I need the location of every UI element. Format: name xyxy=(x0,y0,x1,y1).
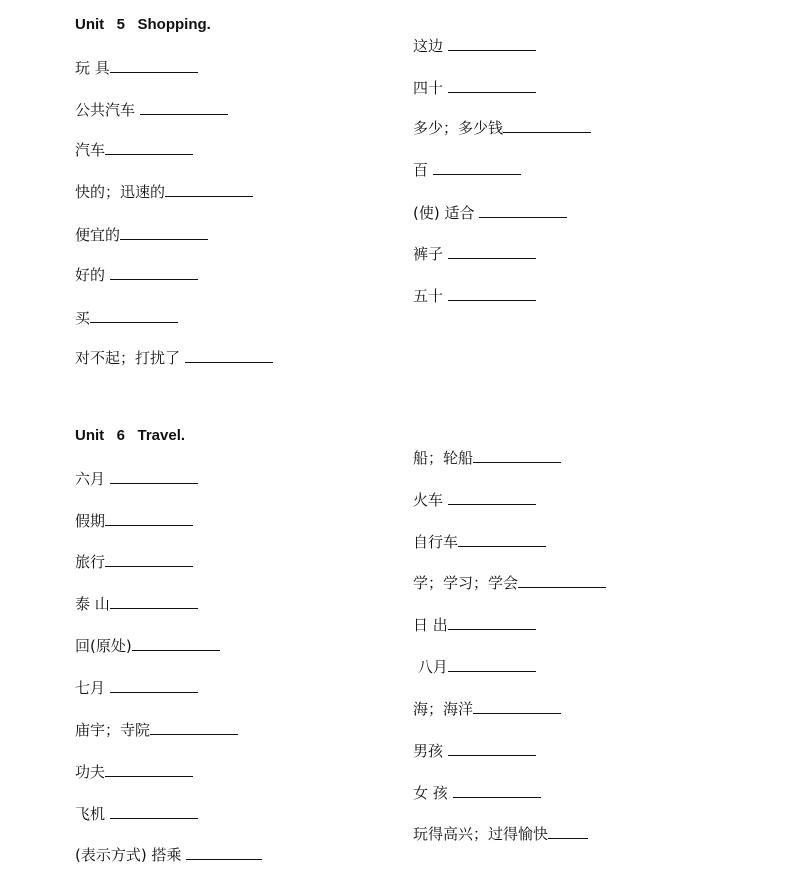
unit6-right-item-9 xyxy=(413,783,541,803)
answer-blank[interactable] xyxy=(518,573,606,588)
unit5-left-item-7 xyxy=(75,308,178,328)
unit5-left-item-4 xyxy=(75,182,253,202)
answer-blank[interactable] xyxy=(448,741,536,756)
answer-blank[interactable] xyxy=(548,824,588,839)
word-label: 七月 xyxy=(75,679,110,697)
word-label: 日 出 xyxy=(413,616,448,634)
answer-blank[interactable] xyxy=(90,308,178,323)
unit6-right-item-7 xyxy=(413,699,561,719)
unit5-right-item-5 xyxy=(413,203,567,223)
unit6-right-item-2 xyxy=(413,490,536,510)
answer-blank[interactable] xyxy=(448,490,536,505)
word-label: 六月 xyxy=(75,470,110,488)
unit5-right-item-6 xyxy=(413,244,536,264)
unit6-left-item-7 xyxy=(75,720,238,740)
unit6-right-item-8 xyxy=(413,741,536,761)
unit5-right-item-4 xyxy=(413,160,521,180)
word-label: 男孩 xyxy=(413,742,448,760)
word-label: 汽车 xyxy=(75,141,106,159)
answer-blank[interactable] xyxy=(132,636,220,651)
unit6-right-item-5 xyxy=(413,615,536,635)
unit6-left-item-2 xyxy=(75,511,193,531)
word-label: 学；学习；学会 xyxy=(413,574,519,592)
unit6-left-item-4 xyxy=(75,594,198,614)
word-label: 自行车 xyxy=(413,533,459,551)
word-label: 女 孩 xyxy=(413,784,453,802)
unit6-right-item-10 xyxy=(413,824,588,844)
word-label: 泰 山 xyxy=(75,595,110,613)
answer-blank[interactable] xyxy=(105,762,193,777)
unit5-right-item-2 xyxy=(413,78,536,98)
unit6-left-item-6 xyxy=(75,678,198,698)
unit6-left-item-3 xyxy=(75,552,193,572)
word-label: 买 xyxy=(75,309,91,327)
answer-blank[interactable] xyxy=(448,286,536,301)
answer-blank[interactable] xyxy=(458,532,546,547)
word-label: 好的 xyxy=(75,266,110,284)
answer-blank[interactable] xyxy=(150,720,238,735)
word-label: 功夫 xyxy=(75,763,106,781)
answer-blank[interactable] xyxy=(105,140,193,155)
answer-blank[interactable] xyxy=(185,348,273,363)
answer-blank[interactable] xyxy=(448,244,536,259)
word-label: 庙宇；寺院 xyxy=(75,721,151,739)
answer-blank[interactable] xyxy=(165,182,253,197)
word-label: 旅行 xyxy=(75,553,106,571)
word-label: 火车 xyxy=(413,491,448,509)
answer-blank[interactable] xyxy=(110,58,198,73)
answer-blank[interactable] xyxy=(448,78,536,93)
answer-blank[interactable] xyxy=(503,118,591,133)
word-label: 快的；迅速的 xyxy=(75,183,166,201)
word-label: 百 xyxy=(413,161,433,179)
answer-blank[interactable] xyxy=(140,100,228,115)
answer-blank[interactable] xyxy=(110,469,198,484)
answer-blank[interactable] xyxy=(110,265,198,280)
word-label: 四十 xyxy=(413,79,448,97)
word-label: 便宜的 xyxy=(75,226,121,244)
word-label: (表示方式) 搭乘 xyxy=(75,846,187,864)
word-label: 假期 xyxy=(75,512,106,530)
word-label: 裤子 xyxy=(413,245,448,263)
word-label: 多少；多少钱 xyxy=(413,119,504,137)
unit5-left-item-3 xyxy=(75,140,193,160)
word-label: 玩 具 xyxy=(75,59,110,77)
unit6-left-item-8 xyxy=(75,762,193,782)
unit5-left-item-6 xyxy=(75,265,198,285)
word-label: (使) 适合 xyxy=(413,204,480,222)
unit6-left-item-10 xyxy=(75,845,262,865)
word-label: 玩得高兴；过得愉快 xyxy=(413,825,549,843)
answer-blank[interactable] xyxy=(479,203,567,218)
answer-blank[interactable] xyxy=(120,225,208,240)
word-label: 回(原处) xyxy=(75,637,132,655)
answer-blank[interactable] xyxy=(110,594,198,609)
answer-blank[interactable] xyxy=(448,615,536,630)
unit6-left-item-1 xyxy=(75,469,198,489)
unit6-right-item-4 xyxy=(413,573,606,593)
unit5-left-item-5 xyxy=(75,225,208,245)
word-label: 对不起；打扰了 xyxy=(75,349,185,367)
unit6-left-item-9 xyxy=(75,804,198,824)
unit6-left-item-5 xyxy=(75,636,220,656)
word-label: 五十 xyxy=(413,287,448,305)
answer-blank[interactable] xyxy=(110,678,198,693)
answer-blank[interactable] xyxy=(105,511,193,526)
word-label: 飞机 xyxy=(75,805,110,823)
unit5-right-item-7 xyxy=(413,286,536,306)
unit-5-title: Unit 5 Shopping. xyxy=(75,16,211,33)
answer-blank[interactable] xyxy=(448,36,536,51)
word-label: 船；轮船 xyxy=(413,449,474,467)
answer-blank[interactable] xyxy=(448,657,536,672)
word-label: 海；海洋 xyxy=(413,700,474,718)
unit5-right-item-1 xyxy=(413,36,536,56)
answer-blank[interactable] xyxy=(186,845,262,860)
answer-blank[interactable] xyxy=(473,699,561,714)
unit5-left-item-1 xyxy=(75,58,198,78)
unit6-right-item-1 xyxy=(413,448,561,468)
answer-blank[interactable] xyxy=(453,783,541,798)
word-label: 八月 xyxy=(413,658,448,676)
unit6-right-item-3 xyxy=(413,532,546,552)
unit5-left-item-8 xyxy=(75,348,273,368)
answer-blank[interactable] xyxy=(473,448,561,463)
unit5-right-item-3 xyxy=(413,118,591,138)
word-label: 这边 xyxy=(413,37,448,55)
unit5-left-item-2 xyxy=(75,100,228,120)
answer-blank[interactable] xyxy=(105,552,193,567)
answer-blank[interactable] xyxy=(433,160,521,175)
answer-blank[interactable] xyxy=(110,804,198,819)
word-label: 公共汽车 xyxy=(75,101,140,119)
unit-6-title: Unit 6 Travel. xyxy=(75,427,186,444)
unit6-right-item-6 xyxy=(413,657,536,677)
